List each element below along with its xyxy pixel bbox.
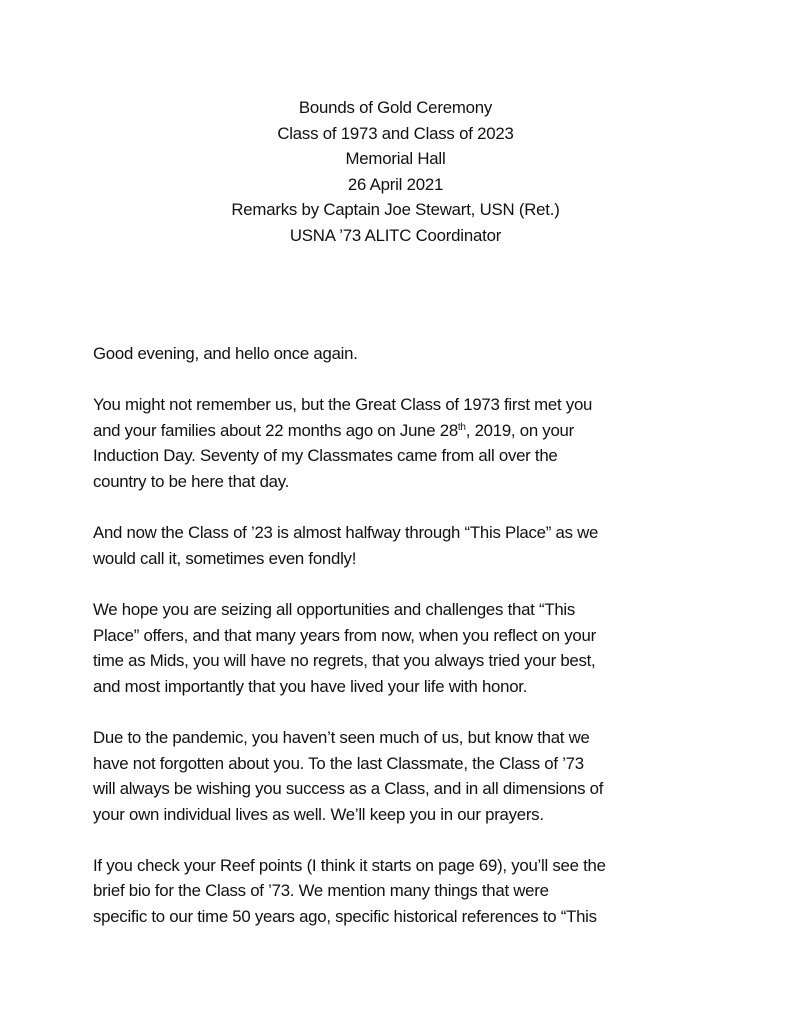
text-line: your own individual lives as well. We’ll keep you in our prayers. <box>93 804 544 824</box>
paragraph-halfway <box>93 520 713 571</box>
text-line: would call it, sometimes even fondly! <box>93 548 357 568</box>
text-line: have not forgotten about you. To the last Classmate, the Class of ’73 <box>93 753 584 773</box>
paragraph-reef-points <box>93 853 713 930</box>
text-line <box>93 418 713 444</box>
text-line: brief bio for the Class of ’73. We mention many things that were <box>93 881 549 901</box>
text-segment: , 2019, on your <box>465 420 574 440</box>
speaker-line: Remarks by Captain Joe Stewart, USN (Ret.) <box>231 200 560 220</box>
venue-line: Memorial Hall <box>345 149 446 169</box>
text-line: Due to the pandemic, you haven’t seen much of us, but know that we <box>93 727 590 747</box>
text-line: and most importantly that you have lived your life with honor. <box>93 676 528 696</box>
text-line: If you check your Reef points (I think it starts on page 69), you’ll see the <box>93 855 606 875</box>
classes-line: Class of 1973 and Class of 2023 <box>277 123 514 143</box>
document-heading <box>0 95 791 249</box>
text-line: Place” offers, and that many years from now, when you reflect on your <box>93 625 596 645</box>
text-line: time as Mids, you will have no regrets, that you always tried your best, <box>93 651 596 671</box>
date-line: 26 April 2021 <box>347 174 444 194</box>
text-line: We hope you are seizing all opportunities and challenges that “This <box>93 599 576 619</box>
paragraph-induction-day <box>93 392 713 494</box>
paragraph-pandemic <box>93 725 713 827</box>
text-segment: and your families about 22 months ago on June 28 <box>93 420 458 440</box>
text-line: Induction Day. Seventy of my Classmates came from all over the <box>93 446 558 466</box>
ordinal-suffix: th <box>457 421 466 433</box>
text-line: country to be here that day. <box>93 471 290 491</box>
text-line: specific to our time 50 years ago, specific historical references to “This <box>93 907 597 927</box>
text-line: will always be wishing you success as a Class, and in all dimensions of <box>93 779 604 799</box>
document-body <box>93 341 713 955</box>
speaker-role-line: USNA ’73 ALITC Coordinator <box>289 225 502 245</box>
text-line: And now the Class of ’23 is almost halfway through “This Place” as we <box>93 523 599 543</box>
paragraph-hope <box>93 597 713 699</box>
text-line: You might not remember us, but the Great Class of 1973 first met you <box>93 395 593 415</box>
paragraph-greeting <box>93 341 713 367</box>
ceremony-title: Bounds of Gold Ceremony <box>298 98 493 117</box>
text-line: Good evening, and hello once again. <box>93 344 358 363</box>
